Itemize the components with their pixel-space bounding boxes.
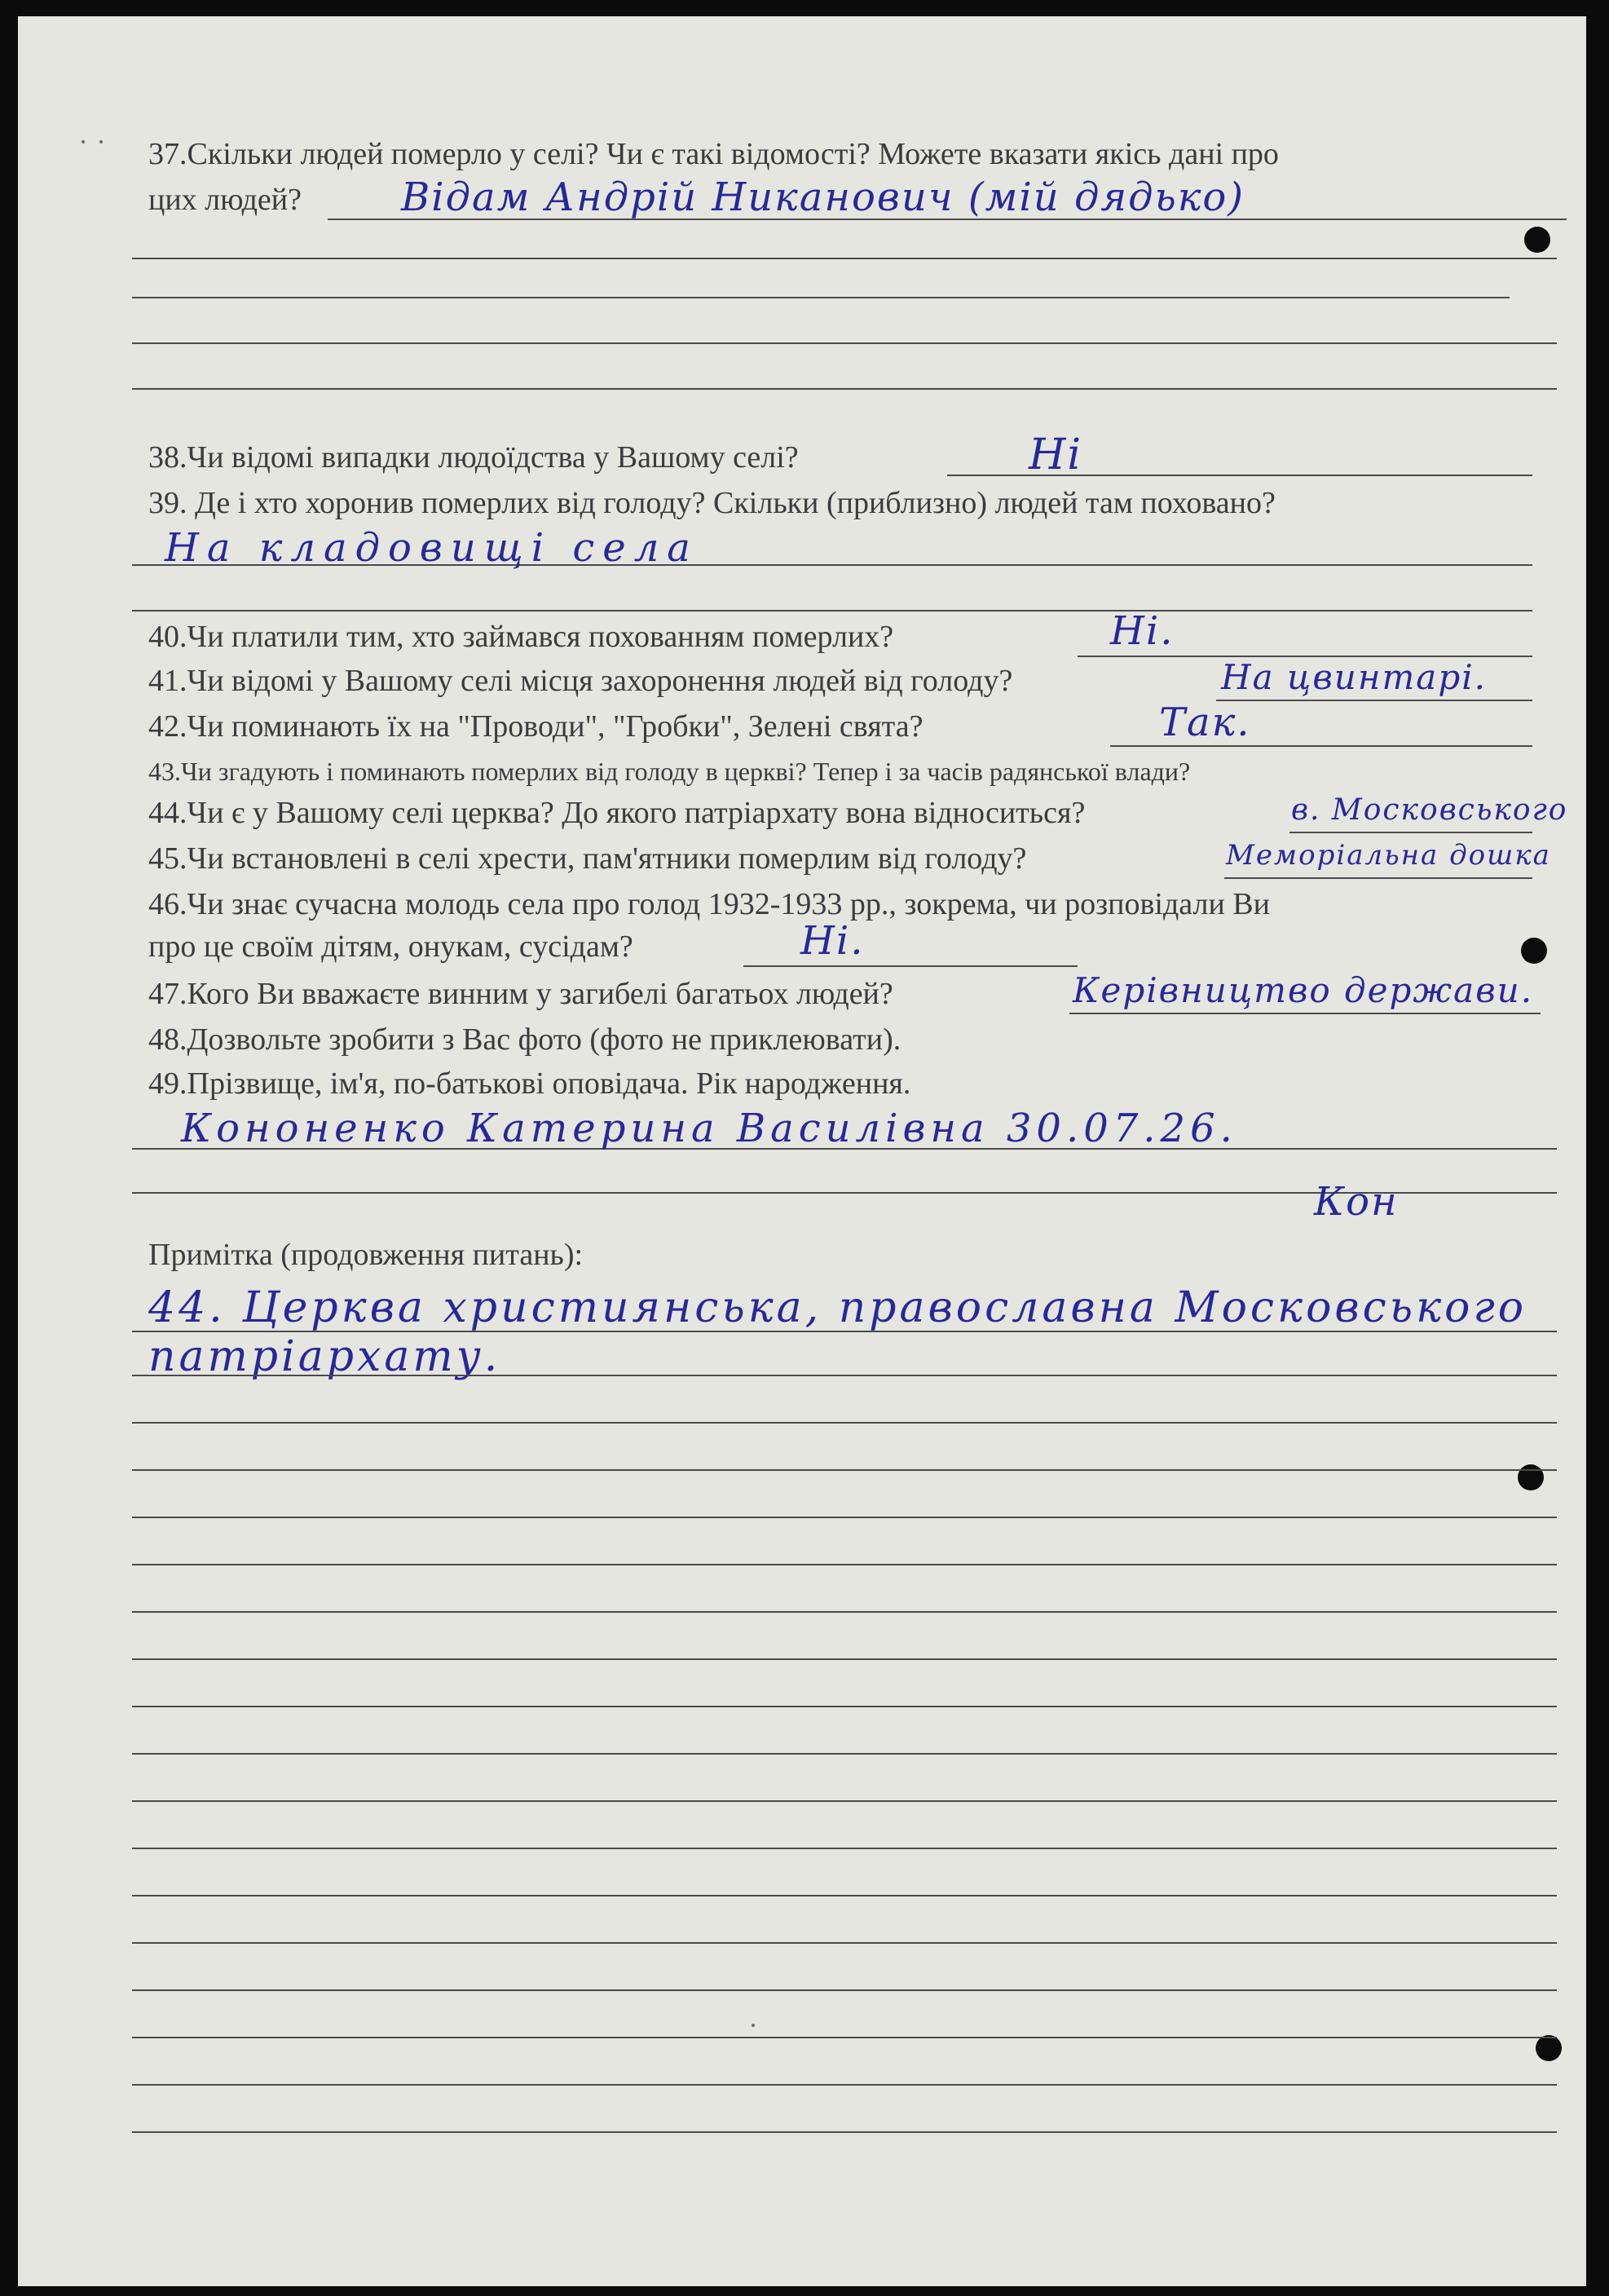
note-line-2: патріархату.	[148, 1332, 501, 1381]
question-39: 39. Де і хто хоронив померлих від голоду? Скільки (приблизно) людей там поховано?	[148, 486, 1276, 520]
note-line	[132, 2084, 1557, 2086]
answer-46: Ні.	[800, 918, 865, 964]
question-46-line-2: про це своїм дітям, онукам, сусідам?	[148, 929, 633, 964]
question-49: 49.Прізвище, ім'я, по-батькові оповідача. Рік народження.	[148, 1066, 911, 1101]
question-41: 41.Чи відомі у Вашому селі місця захоронення людей від голоду?	[148, 664, 1013, 698]
note-line	[132, 1753, 1557, 1755]
note-line	[132, 1706, 1557, 1707]
question-37-line-1: 37.Скільки людей померло у селі? Чи є такі відомості? Можете вказати якісь дані про	[148, 137, 1279, 171]
answer-42: Так.	[1159, 700, 1251, 745]
answer-39: На кладовищі села	[165, 525, 699, 571]
answer-line	[1216, 700, 1532, 701]
note-line-1: 44. Церква християнська, православна Московського	[148, 1283, 1527, 1332]
question-44: 44.Чи є у Вашому селі церква? До якого патріархату вона відноситься?	[148, 796, 1086, 830]
note-line	[132, 1611, 1557, 1613]
note-line	[132, 1658, 1557, 1660]
question-37-line-2: цих людей?	[148, 183, 302, 217]
note-line	[132, 1800, 1557, 1802]
note-line	[132, 1564, 1557, 1565]
punch-hole	[1536, 2035, 1562, 2061]
note-line	[132, 1989, 1557, 1991]
answer-line	[132, 297, 1510, 298]
answer-37: Відам Андрій Никанович (мій дядько)	[401, 174, 1245, 220]
answer-47: Керівництво держави.	[1073, 970, 1534, 1010]
note-label: Примітка (продовження питань):	[148, 1238, 584, 1272]
note-line	[132, 2037, 1557, 2038]
signature: Кон	[1314, 1179, 1399, 1225]
question-43: 43.Чи згадують і поминають померлих від голоду в церкві? Тепер і за часів радянської влади?	[148, 757, 1191, 786]
answer-38: Ні	[1029, 430, 1082, 479]
question-46-line-1: 46.Чи знає сучасна молодь села про голод 1932-1933 рр., зокрема, чи розповідали Ви	[148, 887, 1270, 921]
punch-hole	[1518, 1464, 1544, 1490]
question-48: 48.Дозвольте зробити з Вас фото (фото не приклеювати).	[148, 1022, 901, 1057]
answer-49: Кононенко Катерина Василівна 30.07.26.	[181, 1106, 1237, 1151]
question-45: 45.Чи встановлені в селі хрести, пам'ятники померлим від голоду?	[148, 841, 1027, 876]
paper-speck	[99, 140, 103, 144]
note-line	[132, 1422, 1557, 1424]
punch-hole	[1524, 227, 1550, 253]
note-line	[132, 1517, 1557, 1518]
note-line	[132, 2131, 1557, 2133]
note-line	[132, 1895, 1557, 1896]
note-line	[132, 1848, 1557, 1849]
question-40: 40.Чи платили тим, хто займався похованням померлих?	[148, 620, 894, 654]
paper-speck	[82, 140, 85, 144]
answer-line	[132, 258, 1557, 259]
question-38: 38.Чи відомі випадки людоїдства у Вашому селі?	[148, 440, 799, 475]
question-47: 47.Кого Ви вважаєте винним у загибелі багатьох людей?	[148, 977, 893, 1011]
answer-line	[132, 610, 1532, 612]
answer-line	[1289, 832, 1532, 833]
answer-40: Ні.	[1110, 608, 1175, 654]
note-line	[132, 1469, 1557, 1471]
note-line	[132, 1375, 1557, 1376]
answer-line	[1110, 745, 1532, 747]
punch-hole	[1521, 938, 1547, 964]
answer-line	[743, 965, 1078, 967]
answer-line	[132, 388, 1557, 390]
paper-speck	[752, 2024, 755, 2027]
answer-45: Меморіальна дошка	[1226, 839, 1551, 872]
answer-line	[1224, 877, 1532, 879]
question-42: 42.Чи поминають їх на "Проводи", "Гробки", Зелені свята?	[148, 709, 924, 744]
answer-line	[132, 342, 1557, 344]
note-line	[132, 1942, 1557, 1944]
answer-line	[1069, 1013, 1541, 1014]
questionnaire-page	[18, 16, 1586, 2286]
answer-44: в. Московського	[1291, 793, 1568, 827]
answer-41: На цвинтарі.	[1221, 657, 1488, 697]
